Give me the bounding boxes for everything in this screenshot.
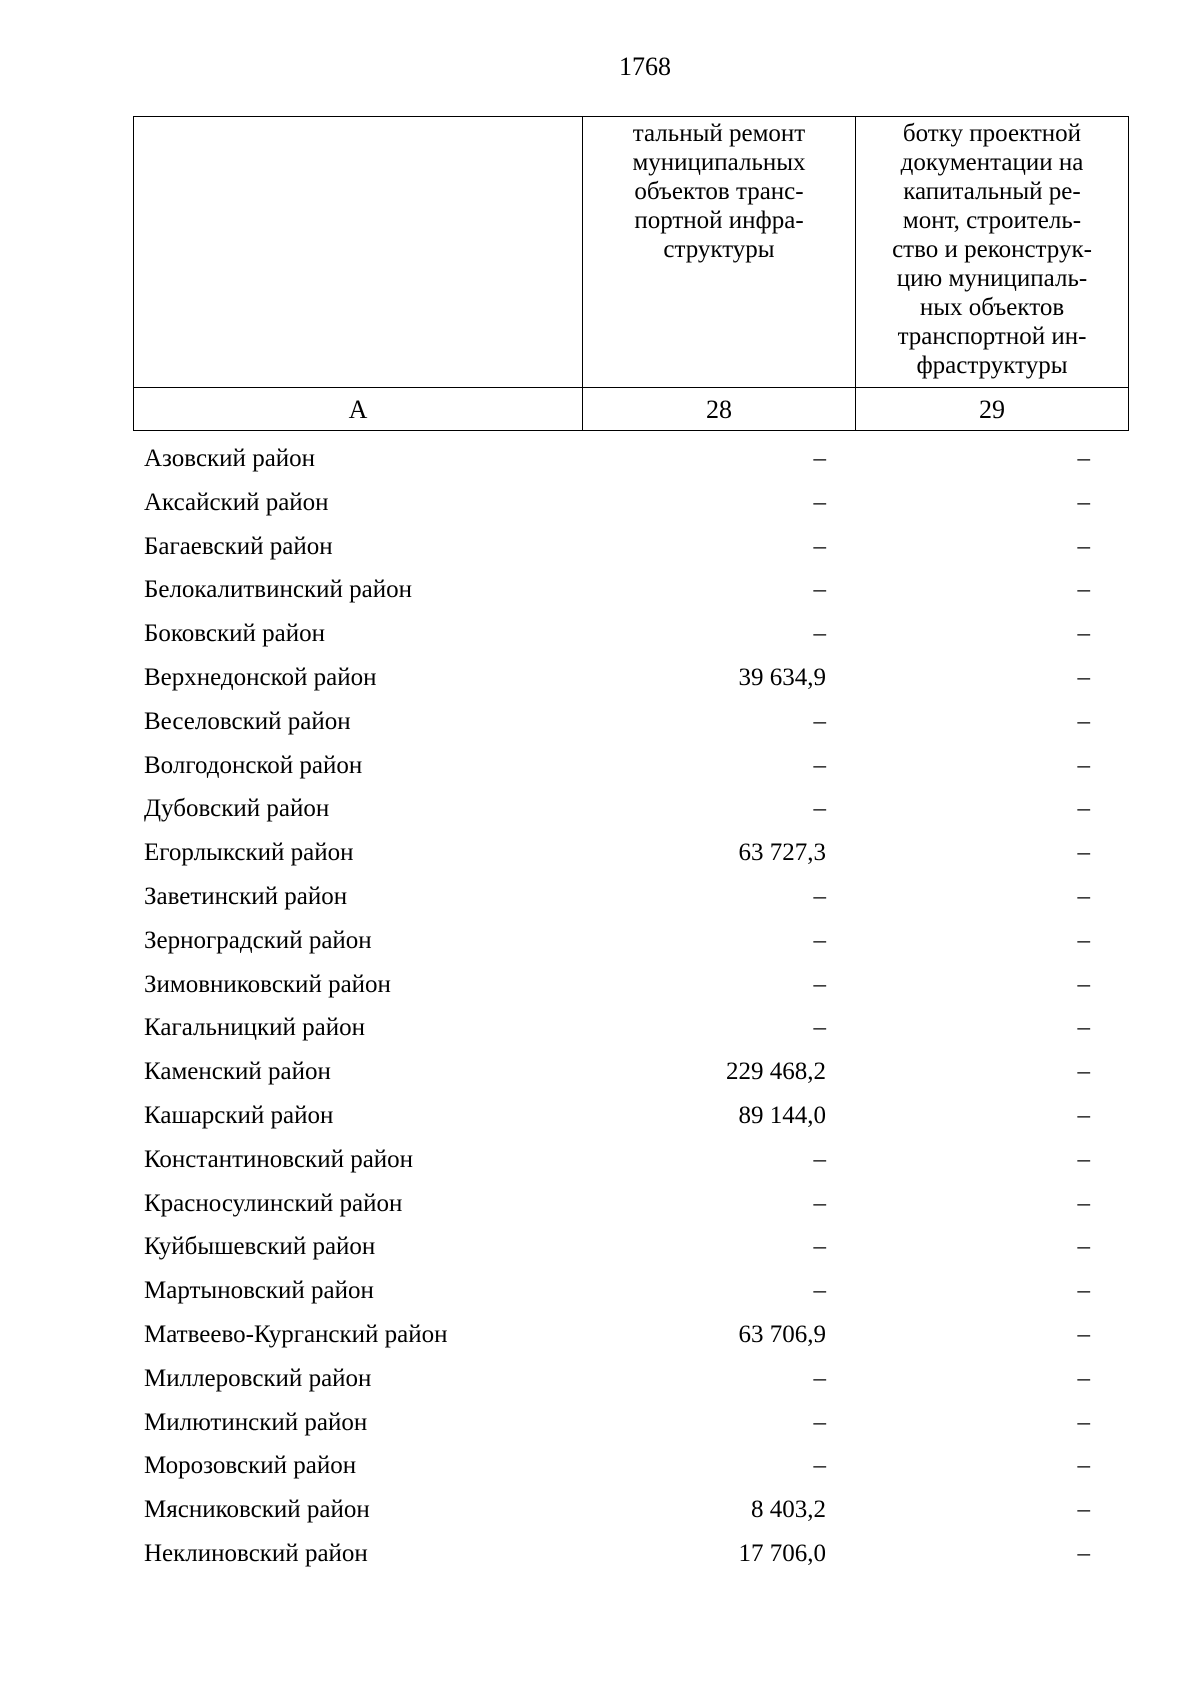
table-row (0, 787, 1200, 831)
table-row (0, 1050, 1200, 1094)
value-col-29: – (1077, 1364, 1090, 1392)
value-col-28: – (813, 445, 826, 472)
value-col-28: – (813, 1189, 826, 1217)
value-col-29: – (1077, 970, 1090, 998)
district-name: Кагальницкий район (144, 1014, 366, 1042)
district-name: Аксайский район (144, 488, 329, 516)
value-col-28: – (813, 1364, 826, 1392)
value-col-29: – (1077, 795, 1090, 823)
district-name: Веселовский район (144, 707, 351, 735)
table-row (0, 700, 1200, 744)
table-row (0, 1225, 1200, 1269)
table-header (133, 116, 1129, 431)
column-number-row (134, 388, 1129, 431)
value-col-28: – (813, 1277, 826, 1305)
value-col-29: – (1077, 445, 1090, 472)
value-col-29: – (1077, 1452, 1090, 1480)
district-name: Зимовниковский район (144, 970, 391, 998)
district-name: Верхнедонской район (144, 663, 377, 691)
table-row (0, 1444, 1200, 1488)
district-name: Мартыновский район (144, 1277, 374, 1305)
value-col-28: 8 403,2 (751, 1496, 826, 1524)
header-cell-29 (856, 117, 1129, 388)
value-col-28: – (813, 882, 826, 910)
value-col-29: – (1077, 620, 1090, 648)
column-number-29: 29 (856, 388, 1129, 431)
table-row (0, 744, 1200, 788)
value-col-28: – (813, 488, 826, 516)
district-name: Милютинский район (144, 1408, 368, 1436)
header-text-28: тальный ремонт муниципальных объектов транс- портной инфра- структуры (632, 120, 806, 263)
value-col-29: – (1077, 1320, 1090, 1348)
value-col-28: – (813, 532, 826, 560)
district-name: Каменский район (144, 1058, 331, 1086)
table-row (0, 525, 1200, 569)
table-row (0, 1138, 1200, 1182)
value-col-29: – (1077, 1101, 1090, 1129)
district-name: Константиновский район (144, 1145, 414, 1173)
page-number: 1768 (619, 52, 671, 81)
value-col-29: – (1077, 882, 1090, 910)
value-col-29: – (1077, 1233, 1090, 1261)
district-name: Морозовский район (144, 1452, 357, 1480)
value-col-28: – (813, 1145, 826, 1173)
value-col-29: – (1077, 1539, 1090, 1567)
table-row (0, 831, 1200, 875)
table-row (0, 612, 1200, 656)
value-col-28: – (813, 751, 826, 779)
district-name: Мясниковский район (144, 1496, 370, 1524)
header-cell-28 (583, 117, 856, 388)
table-row (0, 481, 1200, 525)
value-col-29: – (1077, 839, 1090, 867)
district-name: Заветинский район (144, 882, 348, 910)
district-name: Зерноградский район (144, 926, 372, 954)
district-name: Миллеровский район (144, 1364, 372, 1392)
value-col-29: – (1077, 1189, 1090, 1217)
district-name: Куйбышевский район (144, 1233, 376, 1261)
value-col-29: – (1077, 1408, 1090, 1436)
value-col-28: 39 634,9 (738, 663, 826, 691)
district-name: Красносулинский район (144, 1189, 403, 1217)
table-row (0, 1313, 1200, 1357)
value-col-28: 63 706,9 (738, 1320, 826, 1348)
value-col-29: – (1077, 1058, 1090, 1086)
table-row (0, 656, 1200, 700)
value-col-29: – (1077, 1145, 1090, 1173)
table-row (0, 1401, 1200, 1445)
table-body (0, 437, 1200, 1576)
value-col-28: – (813, 1014, 826, 1042)
value-col-29: – (1077, 1496, 1090, 1524)
value-col-28: 89 144,0 (738, 1101, 826, 1129)
district-name: Волгодонской район (144, 751, 363, 779)
value-col-29: – (1077, 707, 1090, 735)
table-row (0, 568, 1200, 612)
table-row (0, 1182, 1200, 1226)
district-name: Азовский район (144, 445, 316, 472)
value-col-28: – (813, 1233, 826, 1261)
value-col-29: – (1077, 663, 1090, 691)
value-col-29: – (1077, 751, 1090, 779)
district-name: Неклиновский район (144, 1539, 368, 1567)
column-number-a: А (134, 388, 583, 431)
value-col-28: – (813, 1452, 826, 1480)
value-col-28: 17 706,0 (738, 1539, 826, 1567)
value-col-28: – (813, 926, 826, 954)
table-row (0, 963, 1200, 1007)
table-row (0, 1269, 1200, 1313)
value-col-28: – (813, 970, 826, 998)
value-col-28: 229 468,2 (726, 1058, 826, 1086)
district-name: Белокалитвинский район (144, 576, 412, 604)
column-number-28: 28 (583, 388, 856, 431)
table-row (0, 437, 1200, 481)
header-cell-a (134, 117, 583, 388)
district-name: Багаевский район (144, 532, 333, 560)
district-name: Егорлыкский район (144, 839, 354, 867)
value-col-28: 63 727,3 (738, 839, 826, 867)
value-col-28: – (813, 620, 826, 648)
value-col-28: – (813, 576, 826, 604)
district-name: Боковский район (144, 620, 325, 648)
table-row (0, 1532, 1200, 1576)
header-text-29: ботку проектной документации на капитальный ре- монт, строитель- ство и реконструк- цию муниципаль- ных объектов транспортной ин- фраструктуры (892, 120, 1092, 379)
table-row (0, 875, 1200, 919)
value-col-29: – (1077, 926, 1090, 954)
value-col-29: – (1077, 1277, 1090, 1305)
table-row (0, 919, 1200, 963)
table-row (0, 1094, 1200, 1138)
district-name: Матвеево-Курганский район (144, 1320, 448, 1348)
value-col-29: – (1077, 488, 1090, 516)
value-col-29: – (1077, 532, 1090, 560)
table-row (0, 1006, 1200, 1050)
table-row (0, 1357, 1200, 1401)
district-name: Кашарский район (144, 1101, 334, 1129)
value-col-29: – (1077, 1014, 1090, 1042)
header-row (134, 117, 1129, 388)
value-col-28: – (813, 707, 826, 735)
district-name: Дубовский район (144, 795, 330, 823)
value-col-28: – (813, 1408, 826, 1436)
table-row (0, 1488, 1200, 1532)
value-col-28: – (813, 795, 826, 823)
value-col-29: – (1077, 576, 1090, 604)
